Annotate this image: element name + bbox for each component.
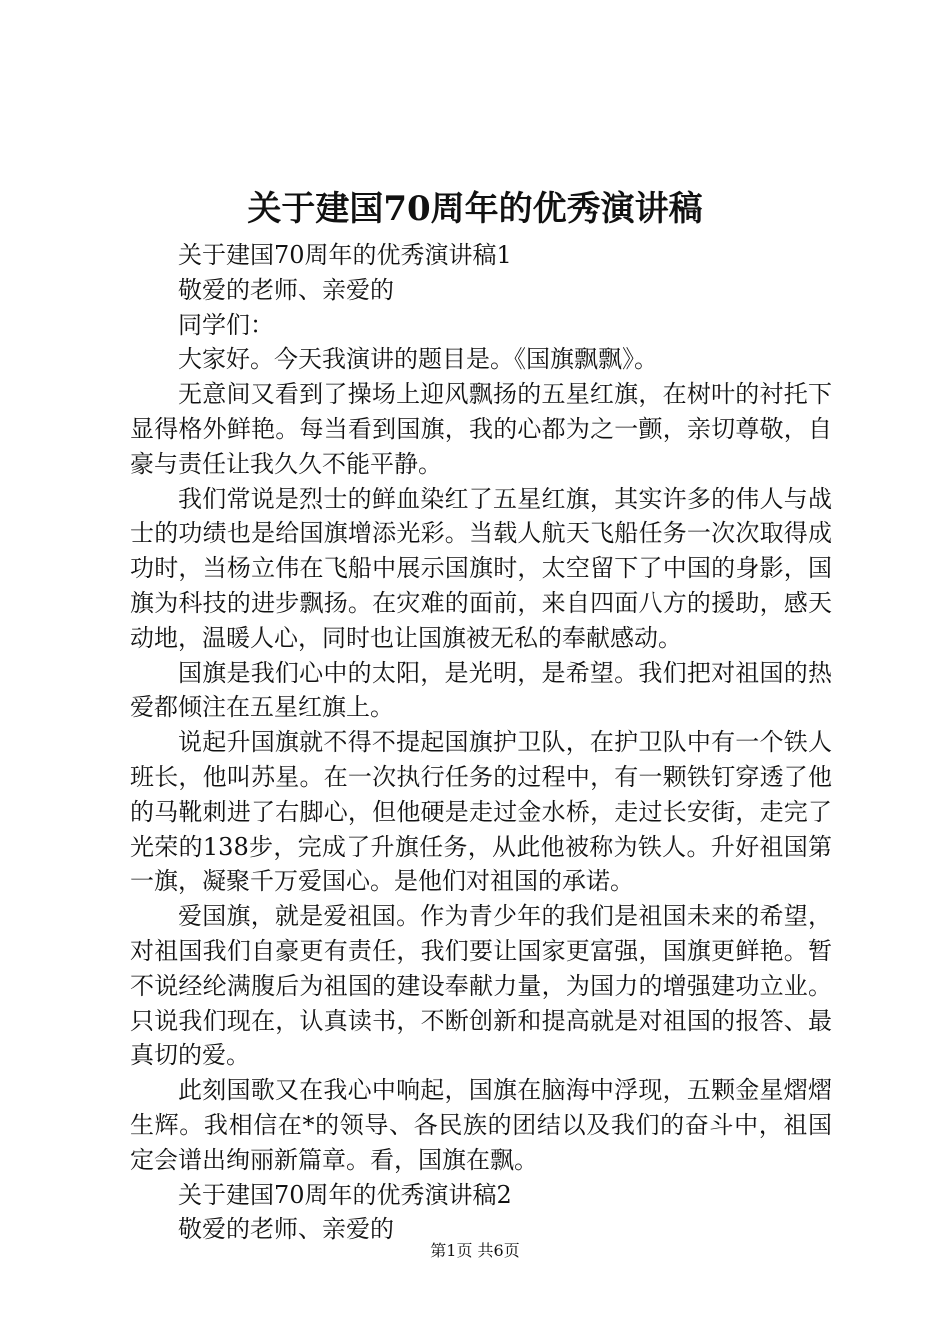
paragraph: 我们常说是烈士的鲜血染红了五星红旗，其实许多的伟人与战士的功绩也是给国旗增添光彩。当载人航天飞船任务一次次取得成功时，当杨立伟在飞船中展示国旗时，太空留下了中国的身影，国旗为科技的进步飘扬。在灾难的面前，来自四面八方的援助，感天动地，温暖人心，同时也让国旗被无私的奉献感动。 bbox=[130, 484, 832, 652]
paragraph: 说起升国旗就不得不提起国旗护卫队，在护卫队中有一个铁人班长，他叫苏星。在一次执行任务的过程中，有一颗铁钉穿透了他的马靴刺进了右脚心，但他硬是走过金水桥，走过长安街，走完了光荣的138步，完成了升旗任务，从此他被称为铁人。升好祖国第一旗，凝聚千万爱国心。是他们对祖国的承诺。 bbox=[130, 728, 832, 896]
paragraph: 大家好。今天我演讲的题目是。《国旗飘飘》。 bbox=[178, 345, 658, 374]
paragraph: 同学们： bbox=[178, 310, 274, 339]
document-title: 关于建国70周年的优秀演讲稿 bbox=[247, 189, 703, 229]
paragraph: 敬爱的老师、亲爱的 bbox=[178, 1215, 394, 1244]
document-body bbox=[130, 238, 832, 1247]
paragraph: 敬爱的老师、亲爱的 bbox=[178, 275, 394, 304]
paragraph: 关于建国70周年的优秀演讲稿2 bbox=[178, 1180, 512, 1209]
paragraph: 爱国旗，就是爱祖国。作为青少年的我们是祖国未来的希望，对祖国我们自豪更有责任，我们要让国家更富强，国旗更鲜艳。暂不说经纶满腹后为祖国的建设奉献力量，为国力的增强建功立业。只说我们现在，认真读书，不断创新和提高就是对祖国的报答、最真切的爱。 bbox=[130, 902, 832, 1070]
paragraph: 关于建国70周年的优秀演讲稿1 bbox=[178, 241, 512, 269]
paragraph: 国旗是我们心中的太阳，是光明，是希望。我们把对祖国的热爱都倾注在五星红旗上。 bbox=[130, 658, 832, 722]
page-number-footer: 第1页 共6页 bbox=[430, 1241, 520, 1260]
paragraph: 无意间又看到了操场上迎风飘扬的五星红旗，在树叶的衬托下显得格外鲜艳。每当看到国旗，我的心都为之一颤，亲切尊敬，自豪与责任让我久久不能平静。 bbox=[130, 380, 832, 478]
paragraph: 此刻国歌又在我心中响起，国旗在脑海中浮现，五颗金星熠熠生辉。我相信在*的领导、各民族的团结以及我们的奋斗中，祖国定会谱出绚丽新篇章。看，国旗在飘。 bbox=[130, 1076, 832, 1174]
